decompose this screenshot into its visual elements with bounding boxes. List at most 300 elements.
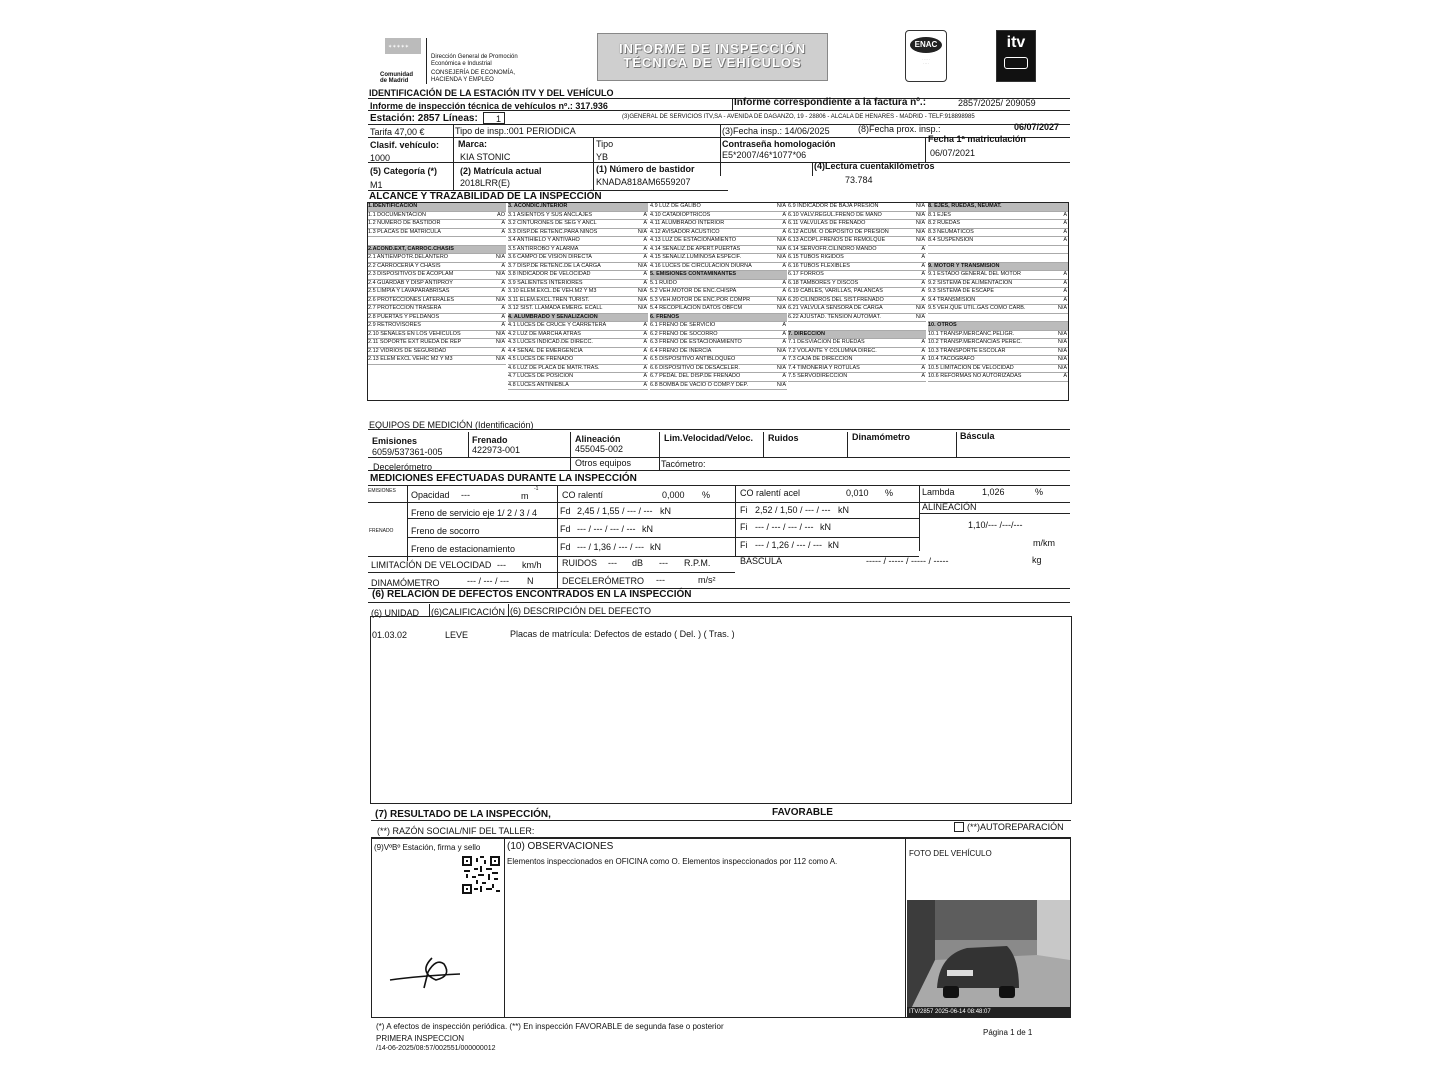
observaciones-label: (10) OBSERVACIONES <box>507 841 614 852</box>
checklist-item <box>508 373 648 382</box>
checklist-item-label: 9.1 ESTADO GENERAL DEL MOTOR <box>928 271 1021 277</box>
checklist-item-result: A <box>782 211 786 218</box>
fd1-value: 2,45 / 1,55 / --- / --- <box>577 506 653 516</box>
checklist-item <box>508 322 648 331</box>
checklist-item <box>368 254 506 263</box>
checklist-item-label <box>928 246 1053 254</box>
checklist-item-label: 6.17 FORROS <box>788 271 824 277</box>
checklist-item <box>928 288 1068 297</box>
checklist-item-label: 2.12 VIDRIOS DE SEGURIDAD <box>368 347 447 354</box>
fd2-value: --- / --- / --- / --- <box>577 524 636 534</box>
frenado-label: Frenado <box>472 435 508 445</box>
checklist-item-result: A <box>782 330 786 337</box>
checklist-item <box>650 246 787 255</box>
defect-description: Placas de matrícula: Defectos de estado ( Del. ) ( Tras. ) <box>510 629 735 639</box>
fd3-unit: kN <box>650 542 661 552</box>
checklist-item <box>650 229 787 238</box>
checklist-item <box>650 280 787 289</box>
checklist-item-label: 3.12 SIST. LLAMADA EMERG. ECALL <box>508 305 603 311</box>
checklist-item-label: 3.9 SALIENTES INTERIORES <box>508 279 583 286</box>
dinamometro-meas-label: DINAMÓMETRO <box>371 578 440 588</box>
alineacion-label: Alineación <box>575 434 621 444</box>
checklist-item-label: 5.1 RUIDO <box>650 279 677 286</box>
inspection-type: Tipo de insp.:001 PERIODICA <box>455 126 576 136</box>
checklist-item-label: 3.8 INDICADOR DE VELOCIDAD <box>508 271 591 277</box>
fecha-matric-label: Fecha 1ª matriculación <box>928 134 1026 144</box>
checklist-item <box>928 297 1068 306</box>
fd1-unit: kN <box>660 506 671 516</box>
checklist-item-label: 2.6 PROTECCIONES LATERALES <box>368 296 455 303</box>
report-number: Informe de inspección técnica de vehículos nº.: 317.936 <box>370 101 608 111</box>
checklist-item-result <box>633 203 648 211</box>
checklist-item <box>508 305 648 314</box>
ruidos-rpm-value: --- <box>659 558 668 568</box>
ruidos-meas-value: --- <box>608 558 617 568</box>
autoreparacion-checkbox[interactable] <box>954 822 964 832</box>
checklist-item <box>928 305 1068 314</box>
checklist-item-result: A <box>782 262 786 269</box>
madrid-stars-icon <box>383 36 423 56</box>
checklist-item-result: A <box>501 305 505 311</box>
checklist-item-result: N/A <box>495 271 505 277</box>
checklist-item <box>368 212 506 221</box>
checklist-item <box>650 297 787 306</box>
decelerometro-meas-value: --- <box>656 575 665 585</box>
car-photo-icon <box>907 900 1070 1017</box>
checklist-item-result: N/A <box>915 305 925 311</box>
checklist-item-label: 3.4 ANTIHIELO Y ANTIVAHO <box>508 237 580 243</box>
vehicle-photo <box>907 900 1070 1017</box>
checklist-item <box>928 339 1068 348</box>
checklist-item <box>508 237 648 246</box>
alcance-heading: ALCANCE Y TRAZABILIDAD DE LA INSPECCIÓN <box>369 191 602 202</box>
mediciones-heading: MEDICIONES EFECTUADAS DURANTE LA INSPECCIÓN <box>370 473 637 484</box>
co-ralenti-label: CO ralentí <box>562 490 604 500</box>
alcance-col-3 <box>650 203 787 399</box>
checklist-item-result: A <box>782 279 786 286</box>
invoice-number: 2857/2025/ 209059 <box>958 98 1036 108</box>
lambda-value: 1,026 <box>982 487 1005 497</box>
fi3-label: Fi <box>740 540 748 550</box>
checklist-item-result: A <box>643 322 647 328</box>
checklist-item-label: 4.13 LUZ DE ESTACIONAMIENTO <box>650 237 736 243</box>
emisiones-label: Emisiones <box>372 436 418 446</box>
checklist-item-label: 10.4 TACÓGRAFO <box>928 356 975 362</box>
checklist-item-result <box>1053 263 1068 271</box>
checklist-item <box>508 220 648 229</box>
checklist-item-result: N/A <box>495 254 505 260</box>
checklist-item-label: 6.2 FRENO DE SOCORRO <box>650 330 718 337</box>
checklist-item <box>650 331 787 340</box>
checklist-item-result: N/A <box>776 254 786 260</box>
checklist-item-label <box>928 254 1053 262</box>
checklist-item-result: N/A <box>915 203 925 209</box>
checklist-item <box>368 322 506 331</box>
contrasena-label: Contraseña homologación <box>722 139 836 149</box>
checklist-item-result <box>1053 314 1068 322</box>
checklist-section-header <box>508 203 648 212</box>
resultado-value: FAVORABLE <box>772 807 833 818</box>
checklist-item-label: 4.4 SEÑAL DE EMERGENCIA <box>508 347 583 354</box>
checklist-item-result: A <box>501 262 505 269</box>
decelerometro-meas-unit: m/s² <box>698 575 716 585</box>
checklist-item-label: 8.1 EJES <box>928 211 951 218</box>
checklist-item <box>368 288 506 297</box>
checklist-item-label: 9.4 TRANSMISIÓN <box>928 296 976 303</box>
checklist-item-label: 2.4 GUARDAB Y DISP ANTIPROY <box>368 279 453 286</box>
enac-logo: ENAC · · · · · · · · · <box>905 30 947 82</box>
checklist-item-result: N/A <box>637 228 647 235</box>
checklist-item-result: A <box>921 279 925 286</box>
checklist-item <box>788 348 926 357</box>
checklist-item <box>650 212 787 221</box>
checklist-item <box>650 220 787 229</box>
checklist-item-result: A <box>501 288 505 294</box>
checklist-item <box>788 203 926 212</box>
checklist-item <box>368 348 506 357</box>
checklist-item <box>508 365 648 374</box>
checklist-item-result <box>491 246 506 254</box>
checklist-item-result: A <box>643 356 647 362</box>
dinamometro-label: Dinamómetro <box>852 432 911 442</box>
checklist-item-result: A <box>1063 220 1067 226</box>
checklist-item-label: 7.4 TIMONERÍA Y RÓTULAS <box>788 364 860 371</box>
checklist-item-label: 4.9 LUZ DE GÁLIBO <box>650 203 701 209</box>
checklist-item-label: 3.10 ELEM.EXCL.DE VEH.M2 Y M3 <box>508 288 597 294</box>
ruidos-rpm-unit: R.P.M. <box>684 558 711 568</box>
contrasena-value: E5*2007/46*1077*06 <box>722 150 807 160</box>
checklist-item <box>788 297 926 306</box>
checklist-item-result: A <box>643 381 647 388</box>
checklist-item-result: N/A <box>915 237 925 243</box>
taller-label: (**) RAZÓN SOCIAL/NIF DEL TALLER: <box>377 826 535 836</box>
checklist-item-result: A <box>921 356 925 362</box>
checklist-item-result: A <box>1063 279 1067 286</box>
checklist-item-result: A <box>782 322 786 328</box>
checklist-item-label: 10.2 TRANSP.MERCANCÍAS PEREC. <box>928 339 1022 345</box>
checklist-item <box>508 339 648 348</box>
lambda-unit: % <box>1035 487 1044 497</box>
fd2-unit: kN <box>642 524 653 534</box>
checklist-item-label: 3. ACONDIC.INTERIOR <box>508 203 568 209</box>
co-acel-unit: % <box>885 488 894 498</box>
checklist-item-label: 6.16 TUBOS FLEXIBLES <box>788 262 850 269</box>
checklist-item-label: 4.6 LUZ DE PLACA DE MATR.TRAS. <box>508 364 600 371</box>
checklist-item-label: 4.11 ALUMBRADO INTERIOR <box>650 220 725 226</box>
checklist-item-label: 6.11 VÁLVULAS DE FRENADO <box>788 220 866 226</box>
checklist-item-label: 2.10 SEÑALES EN LOS VEHÍCULOS <box>368 330 461 337</box>
otros-equipos-label: Otros equipos <box>575 458 632 468</box>
alineacion-meas-unit: m/km <box>1033 538 1055 548</box>
opacidad-unit: m <box>521 491 529 501</box>
checklist-item-label: 4.5 LUCES DE FRENADO <box>508 356 574 362</box>
checklist-item-label: 5.2 VEH.MOTOR DE ENC.CHISPA <box>650 288 737 294</box>
checklist-item-label: 3.6 CAMPO DE VISIÓN DIRECTA <box>508 254 592 260</box>
checklist-item-label <box>788 322 911 330</box>
checklist-item-result: N/A <box>776 203 786 209</box>
checklist-item-result: A <box>782 228 786 235</box>
checklist-item-label: 3.5 ANTIRROBO Y ALARMA <box>508 245 579 252</box>
checklist-item <box>368 237 506 246</box>
opacidad-label: Opacidad <box>411 490 450 500</box>
inspection-date: (3)Fecha insp.: 14/06/2025 <box>722 126 830 136</box>
checklist-item <box>928 314 1068 323</box>
checklist-item-label <box>368 237 491 245</box>
fi2-unit: kN <box>820 522 831 532</box>
checklist-item <box>788 263 926 272</box>
checklist-item-label: 1.1 DOCUMENTACIÓN <box>368 211 426 218</box>
checklist-item-label: 2.1 ANTIEMPOTR.DELANTERO <box>368 254 449 260</box>
checklist-item-label: 6.15 TUBOS RÍGIDOS <box>788 254 844 260</box>
checklist-item-label: 6.18 TAMBORES Y DISCOS <box>788 279 859 286</box>
checklist-item-result: A <box>643 254 647 260</box>
checklist-item-result <box>772 271 787 279</box>
checklist-item-result <box>1053 254 1068 262</box>
checklist-item-label: 3.7 DISP.DE RETENC.DE LA CARGA <box>508 262 601 269</box>
alineacion-meas-label: ALINEACIÓN <box>922 502 977 512</box>
checklist-item-result: N/A <box>1057 356 1067 362</box>
checklist-section-header <box>368 203 506 212</box>
emisiones-row-label: EMISIONES <box>368 488 396 494</box>
checklist-item-result: N/A <box>495 330 505 337</box>
bascula-label: Báscula <box>960 431 995 441</box>
checklist-item <box>508 263 648 272</box>
checklist-item-result: A <box>643 364 647 371</box>
checklist-item <box>508 382 648 391</box>
checklist-item-label: 3.2 CINTURONES DE SEG Y ANCL <box>508 220 597 226</box>
checklist-item-label: 7.3 CAJA DE DIRECCIÓN <box>788 356 853 362</box>
document-code: /14-06-2025/08:57/002551/000000012 <box>376 1045 496 1052</box>
opacidad-exponent: -1 <box>534 486 539 492</box>
checklist-item-result: A <box>1063 288 1067 294</box>
fi2-value: --- / --- / --- / --- <box>755 522 814 532</box>
bastidor-value: KNADA818AM6559207 <box>596 177 691 187</box>
checklist-item-label: 4.1 LUCES DE CRUCE Y CARRETERA <box>508 322 607 328</box>
checklist-item <box>368 263 506 272</box>
checklist-item <box>650 203 787 212</box>
checklist-item-label: 4.7 LUCES DE POSICIÓN <box>508 373 574 379</box>
freno-socorro-label: Freno de socorro <box>411 526 480 536</box>
checklist-item <box>650 263 787 272</box>
checklist-item <box>650 322 787 331</box>
checklist-item-label: 6.21 VÁLVULA SENSORA DE CARGA <box>788 305 883 311</box>
itv-logo: itv <box>996 30 1036 82</box>
checklist-section-header <box>928 203 1068 212</box>
limvel-meas-unit: km/h <box>522 560 542 570</box>
checklist-section-header <box>508 314 648 323</box>
checklist-item-label: 4.14 SEÑALIZ.DE APERT.PUERTAS <box>650 245 741 252</box>
fi1-unit: kN <box>838 505 849 515</box>
checklist-item-label <box>928 314 1053 322</box>
fd3-label: Fd <box>560 542 571 552</box>
checklist-item <box>928 331 1068 340</box>
checklist-item-label: 6.12 ACUM. O DEPÓSITO DE PRESIÓN <box>788 228 889 235</box>
checklist-item <box>368 305 506 314</box>
checklist-item <box>928 220 1068 229</box>
categoria-label: (5) Categoría (*) <box>370 166 438 176</box>
checklist-item-result: A <box>921 288 925 294</box>
checklist-item <box>788 305 926 314</box>
checklist-item <box>368 339 506 348</box>
checklist-item-result: A <box>782 220 786 226</box>
checklist-item-result: A <box>782 288 786 294</box>
checklist-item-label: 6.9 INDICADOR DE BAJA PRESIÓN <box>788 203 879 209</box>
checklist-item <box>368 356 506 365</box>
checklist-item <box>368 271 506 280</box>
bascula-meas-unit: kg <box>1032 555 1042 565</box>
footnote: (*) A efectos de inspección periódica. (**) En inspección FAVORABLE de segunda fase o posterior <box>376 1022 724 1031</box>
checklist-item-result: A <box>921 271 925 277</box>
col-calificacion: (6)CALIFICACIÓN <box>431 607 506 617</box>
checklist-item-result: A <box>921 296 925 303</box>
checklist-item-result: A <box>643 339 647 345</box>
equipos-heading: EQUIPOS DE MEDICIÓN (Identificación) <box>369 420 534 430</box>
ruidos-meas-label: RUIDOS <box>562 558 598 568</box>
checklist-item <box>508 254 648 263</box>
checklist-item-label: 1.3 PLACAS DE MATRÍCULA <box>368 228 441 235</box>
checklist-item <box>508 288 648 297</box>
checklist-item-label: 4.10 CATADIÓPTRICOS <box>650 211 711 218</box>
checklist-item <box>368 314 506 323</box>
checklist-item-label: 2.5 LIMPIA Y LAVAPARABRISAS <box>368 288 450 294</box>
checklist-item <box>928 212 1068 221</box>
checklist-section-header <box>788 331 926 340</box>
checklist-item-label: 5.4 RECOPILACIÓN DATOS OBFCM <box>650 305 743 311</box>
page-number: Página 1 de 1 <box>983 1028 1033 1037</box>
checklist-item-label: 4.15 SEÑALIZ.LUMINOSA ESPECIF. <box>650 254 742 260</box>
frenado-equip-id: 422973-001 <box>472 445 521 455</box>
checklist-item-result <box>911 331 926 339</box>
station-company: (3)GENERAL DE SERVICIOS ITV,SA - AVENIDA DE DAGANZO, 19 - 28806 - ALCALA DE HENARES - MADRID - TELF:918898985 <box>622 114 975 120</box>
checklist-item-label: 2.9 RETROVISORES <box>368 322 421 328</box>
checklist-item <box>368 297 506 306</box>
firma-label: (9)VºBº Estación, firma y sello <box>374 843 481 852</box>
checklist-item-result: N/A <box>776 381 786 388</box>
checklist-item-result: N/A <box>776 237 786 243</box>
checklist-item-result: A <box>921 373 925 379</box>
checklist-item-result: A <box>782 339 786 345</box>
checklist-section-header <box>650 314 787 323</box>
alcance-col-2 <box>508 203 648 399</box>
matricula-value: 2018LRR(E) <box>460 178 511 188</box>
signature-scribble-icon <box>388 950 468 990</box>
checklist-item-label: 3.11 ELEM.EXCL.TREN TURIST. <box>508 296 590 303</box>
checklist-item-label: 10. OTROS <box>928 322 957 328</box>
checklist-item-result: N/A <box>776 296 786 303</box>
checklist-item-result: A <box>643 347 647 354</box>
limvel-label: Lim.Velocidad/Veloc. <box>664 433 754 443</box>
checklist-item <box>928 254 1068 263</box>
checklist-item <box>928 348 1068 357</box>
checklist-item-result: N/A <box>915 228 925 235</box>
checklist-item-label: 9. MOTOR Y TRANSMISIÓN <box>928 262 1000 269</box>
checklist-item-result: N/A <box>637 296 647 303</box>
clasif-label: Clasif. vehículo: <box>370 140 440 150</box>
checklist-item-label: 6.6 DISPOSITIVO DE DESACELER. <box>650 364 740 371</box>
checklist-item-label: 10.1 TRANSP.MERCANC.PELIGR. <box>928 330 1015 337</box>
co-acel-label: CO ralentí acel <box>740 488 801 498</box>
checklist-item-result: A <box>501 220 505 226</box>
checklist-item-result: A <box>921 245 925 252</box>
alcance-col-4 <box>788 203 926 399</box>
checklist-item-result: N/A <box>915 220 925 226</box>
alineacion-meas-value: 1,10/--- /---/--- <box>968 520 1023 530</box>
checklist-item <box>650 365 787 374</box>
emisiones-equip-id: 6059/537361-005 <box>372 447 443 457</box>
checklist-item <box>650 237 787 246</box>
checklist-item-result: A <box>921 262 925 269</box>
limvel-meas-label: LIMITACIÓN DE VELOCIDAD <box>371 560 492 570</box>
checklist-item-result: A <box>643 211 647 218</box>
bascula-meas-label: BÁSCULA <box>740 556 783 566</box>
checklist-item-result: A <box>782 373 786 379</box>
checklist-item-label: 4.12 AVISADOR ACÚSTICO <box>650 228 720 235</box>
checklist-item-label: 7. DIRECCIÓN <box>788 330 825 337</box>
ruidos-meas-unit: dB <box>632 558 644 568</box>
checklist-item <box>788 280 926 289</box>
checklist-item-label: 2.ACOND.EXT, CARROC.CHASIS <box>368 245 454 252</box>
checklist-item-label: 7.1 DESVIACIÓN DE RUEDAS <box>788 339 865 345</box>
checklist-item-label: 8.2 RUEDAS <box>928 220 961 226</box>
cuentakm-label: (4)Lectura cuentakilómetros <box>814 161 935 171</box>
checklist-item-label: 9.3 SISTEMA DE ESCAPE <box>928 288 995 294</box>
checklist-item <box>788 254 926 263</box>
fi3-value: --- / 1,26 / --- / --- <box>755 540 822 550</box>
checklist-item <box>788 373 926 382</box>
checklist-item-result: A <box>501 228 505 235</box>
checklist-item-result: A <box>643 373 647 379</box>
next-inspection-label: (8)Fecha prox. insp.: <box>858 124 941 134</box>
department-name: Dirección General de Promoción Económica e Industrial CONSEJERÍA DE ECONOMÍA, HACIENDA Y EMPLEO <box>431 54 518 83</box>
checklist-item-result: N/A <box>776 364 786 371</box>
checklist-item-result <box>1053 322 1068 330</box>
checklist-item-result: N/A <box>1057 305 1067 311</box>
checklist-item-result: N/A <box>1057 347 1067 354</box>
checklist-item-label: 2.8 PUERTAS Y PELDAÑOS <box>368 313 440 320</box>
checklist-item <box>508 297 648 306</box>
checklist-item <box>650 348 787 357</box>
marca-value: KIA STONIC <box>460 152 511 162</box>
checklist-item-result: A <box>643 237 647 243</box>
checklist-item <box>788 246 926 255</box>
co-ralenti-value: 0,000 <box>662 490 685 500</box>
checklist-item <box>368 280 506 289</box>
checklist-item-result <box>1053 246 1068 254</box>
lambda-label: Lambda <box>922 487 955 497</box>
checklist-item-result: N/A <box>495 296 505 303</box>
col-unidad: (6) UNIDAD <box>371 608 420 618</box>
checklist-item-label: 8.4 SUSPENSIÓN <box>928 237 974 243</box>
checklist-item-label: 1.IDENTIFICACIÓN <box>368 203 418 209</box>
fd2-label: Fd <box>560 524 571 534</box>
fd1-label: Fd <box>560 506 571 516</box>
checklist-item-label: 6.10 VÁLV.REGUL.FRENO DE MANO <box>788 211 882 218</box>
checklist-item-result: N/A <box>776 245 786 252</box>
checklist-item-label: 6.3 FRENO DE ESTACIONAMIENTO <box>650 339 742 345</box>
checklist-item-result: A <box>501 347 505 354</box>
qr-code <box>462 856 500 894</box>
opacidad-value: --- <box>461 490 470 500</box>
checklist-item <box>650 373 787 382</box>
checklist-item-result: A <box>1063 271 1067 277</box>
freno-servicio-label: Freno de servicio eje 1/ 2 / 3 / 4 <box>411 508 538 518</box>
checklist-item-result: N/A <box>776 305 786 311</box>
alineacion-equip-id: 455045-002 <box>575 444 624 454</box>
lines-value: 1 <box>496 114 502 124</box>
checklist-item <box>788 365 926 374</box>
checklist-item <box>928 229 1068 238</box>
tacometro-label: Tacómetro: <box>661 459 706 469</box>
